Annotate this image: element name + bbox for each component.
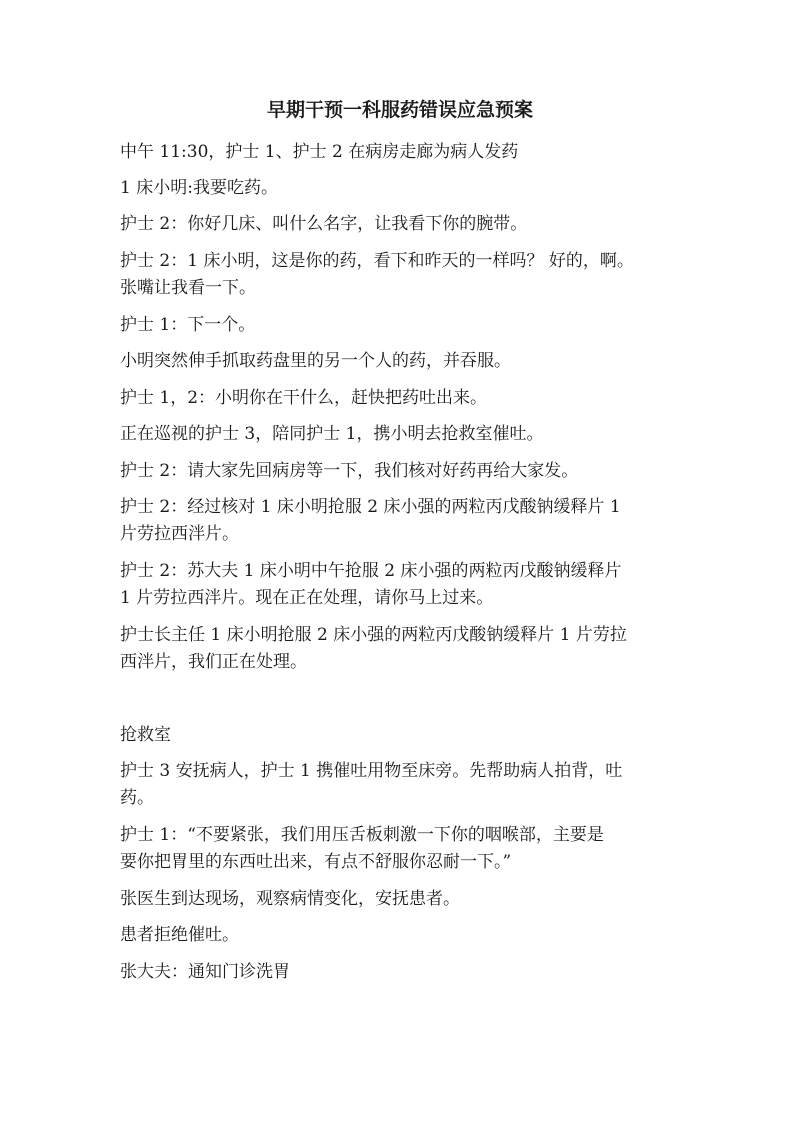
text-line: 片劳拉西泮片。 bbox=[120, 524, 239, 544]
text-line: 护士 2：苏大夫 1 床小明中午抢服 2 床小强的两粒丙戊酸钠缓释片 bbox=[120, 561, 622, 581]
text-line: 护士 1：“不要紧张，我们用压舌板刺激一下你的咽喉部，主要是 bbox=[120, 825, 604, 845]
text-line: 药。 bbox=[120, 788, 154, 808]
paragraph-nurse3-escort bbox=[120, 421, 700, 448]
paragraph-next-patient bbox=[120, 312, 700, 339]
text-line: 要你把胃里的东西吐出来，有点不舒服你忍耐一下。” bbox=[120, 852, 512, 872]
text-line: 正在巡视的护士 3，陪同护士 1，携小明去抢救室催吐。 bbox=[120, 424, 544, 444]
paragraph-ward-medication-round bbox=[120, 139, 700, 166]
text-line: 小明突然伸手抓取药盘里的另一个人的药，并吞服。 bbox=[120, 351, 511, 371]
text-line: 护士 2：请大家先回病房等一下，我们核对好药再给大家发。 bbox=[120, 461, 579, 481]
paragraph-nurses-react bbox=[120, 385, 700, 412]
text-line: 护士 1：下一个。 bbox=[120, 315, 256, 335]
text-line: 张嘴让我看一下。 bbox=[120, 278, 256, 298]
text-line: 西泮片，我们正在处理。 bbox=[120, 652, 307, 672]
paragraph-nurse-check-wristband bbox=[120, 211, 700, 238]
text-line: 患者拒绝催吐。 bbox=[120, 925, 239, 945]
paragraph-nurse3-comfort-patient bbox=[120, 758, 700, 812]
paragraph-gastric-lavage-order bbox=[120, 959, 700, 986]
paragraph-report-to-head-nurse bbox=[120, 622, 700, 676]
text-line: 护士 3 安抚病人，护士 1 携催吐用物至床旁。先帮助病人拍背，吐 bbox=[120, 761, 623, 781]
text-line: 1 床小明:我要吃药。 bbox=[120, 178, 278, 198]
text-line: 护士长主任 1 床小明抢服 2 床小强的两粒丙戊酸钠缓释片 1 片劳拉 bbox=[120, 625, 627, 645]
paragraph-doctor-arrives bbox=[120, 886, 700, 913]
paragraph-patient-refuses bbox=[120, 922, 700, 949]
text-line: 中午 11:30，护士 1、护士 2 在病房走廊为病人发药 bbox=[120, 142, 519, 162]
text-line: 护士 2：经过核对 1 床小明抢服 2 床小强的两粒丙戊酸钠缓释片 1 bbox=[120, 497, 621, 517]
paragraph-nurse2-instruct-patients bbox=[120, 458, 700, 485]
section-heading-emergency-room bbox=[120, 722, 700, 749]
document-title: 早期干预一科服药错误应急预案 bbox=[266, 99, 533, 121]
paragraph-nurse-give-medicine bbox=[120, 248, 700, 302]
text-line: 1 片劳拉西泮片。现在正在处理，请你马上过来。 bbox=[120, 588, 494, 608]
paragraph-nurse1-induce-vomiting bbox=[120, 822, 700, 876]
text-line: 张医生到达现场，观察病情变化，安抚患者。 bbox=[120, 889, 460, 909]
text-line: 护士 2：1 床小明，这是你的药，看下和昨天的一样吗？ 好的，啊。 bbox=[120, 251, 634, 271]
paragraph-patient-request bbox=[120, 175, 700, 202]
paragraph-patient-grabs-medicine bbox=[120, 348, 700, 375]
text-line: 抢救室 bbox=[120, 725, 171, 745]
paragraph-report-to-doctor bbox=[120, 558, 700, 612]
text-line: 护士 2：你好几床、叫什么名字，让我看下你的腕带。 bbox=[120, 214, 528, 234]
text-line: 护士 1，2：小明你在干什么，赶快把药吐出来。 bbox=[120, 388, 488, 408]
text-line: 张大夫：通知门诊洗胃 bbox=[120, 962, 290, 982]
paragraph-medication-check-result bbox=[120, 494, 700, 548]
